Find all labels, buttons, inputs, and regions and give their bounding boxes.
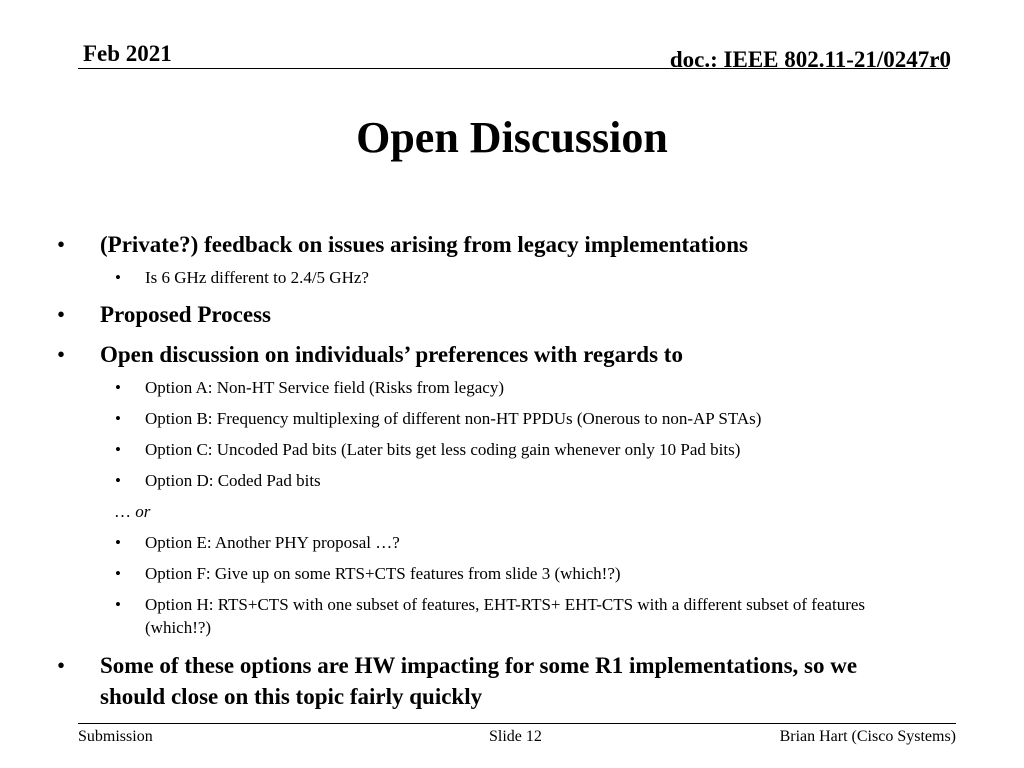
footer-author: Brian Hart (Cisco Systems) — [779, 728, 956, 745]
or-word: or — [135, 502, 151, 521]
bullet-icon: • — [115, 409, 121, 428]
option-e — [115, 531, 945, 554]
option-e-text: Option E: Another PHY proposal …? — [145, 533, 400, 552]
bullet-icon: • — [57, 302, 66, 327]
option-c-text: Option C: Uncoded Pad bits (Later bits get less coding gain whenever only 10 Pad bits) — [145, 440, 741, 459]
option-f-text: Option F: Give up on some RTS+CTS features from slide 3 (which!?) — [145, 564, 621, 583]
sub-bullet-6ghz-text: Is 6 GHz different to 2.4/5 GHz? — [145, 268, 369, 287]
slide-title: Open Discussion — [356, 113, 668, 162]
bullet-icon: • — [57, 342, 66, 367]
header-date: Feb 2021 — [83, 41, 172, 66]
option-c — [115, 438, 945, 461]
option-h-text: Option H: RTS+CTS with one subset of features, EHT-RTS+ EHT-CTS with a different subset of features (which!?) — [145, 595, 866, 637]
bullet-feedback-text: (Private?) feedback on issues arising from legacy implementations — [100, 232, 748, 257]
option-b-text: Option B: Frequency multiplexing of different non-HT PPDUs (Onerous to non-AP STAs) — [145, 409, 762, 428]
or-ellipsis: … — [114, 502, 131, 521]
footer-divider — [78, 723, 956, 724]
bullet-icon: • — [115, 471, 121, 490]
option-d — [115, 469, 945, 492]
bullet-proposed-process — [57, 299, 930, 330]
bullet-hw-impact-text: Some of these options are HW impacting for some R1 implementations, so we should close on this topic fairly quickly — [100, 653, 858, 709]
option-b — [115, 407, 945, 430]
option-f — [115, 562, 945, 585]
sub-bullet-6ghz — [115, 266, 945, 289]
bullet-icon: • — [57, 232, 66, 257]
bullet-open-discussion-text: Open discussion on individuals’ preferences with regards to — [100, 342, 683, 367]
bullet-icon: • — [115, 440, 121, 459]
option-a-text: Option A: Non-HT Service field (Risks from legacy) — [145, 378, 504, 397]
header-doc-id: doc.: IEEE 802.11-21/0247r0 — [669, 47, 951, 72]
bullet-feedback — [57, 229, 930, 260]
bullet-icon: • — [115, 595, 121, 614]
bullet-icon: • — [115, 564, 121, 583]
footer-slide-number: Slide 12 — [489, 728, 542, 745]
bullet-icon: • — [57, 653, 66, 678]
option-d-text: Option D: Coded Pad bits — [145, 471, 321, 490]
bullet-icon: • — [115, 268, 121, 287]
bullet-icon: • — [115, 378, 121, 397]
bullet-open-discussion — [57, 339, 930, 370]
header-divider — [78, 68, 948, 69]
option-a — [115, 376, 945, 399]
bullet-hw-impact — [57, 650, 920, 712]
option-h — [115, 593, 935, 639]
or-separator — [114, 500, 150, 523]
footer-submission: Submission — [78, 728, 153, 745]
bullet-proposed-process-text: Proposed Process — [100, 302, 271, 327]
bullet-icon: • — [115, 533, 121, 552]
